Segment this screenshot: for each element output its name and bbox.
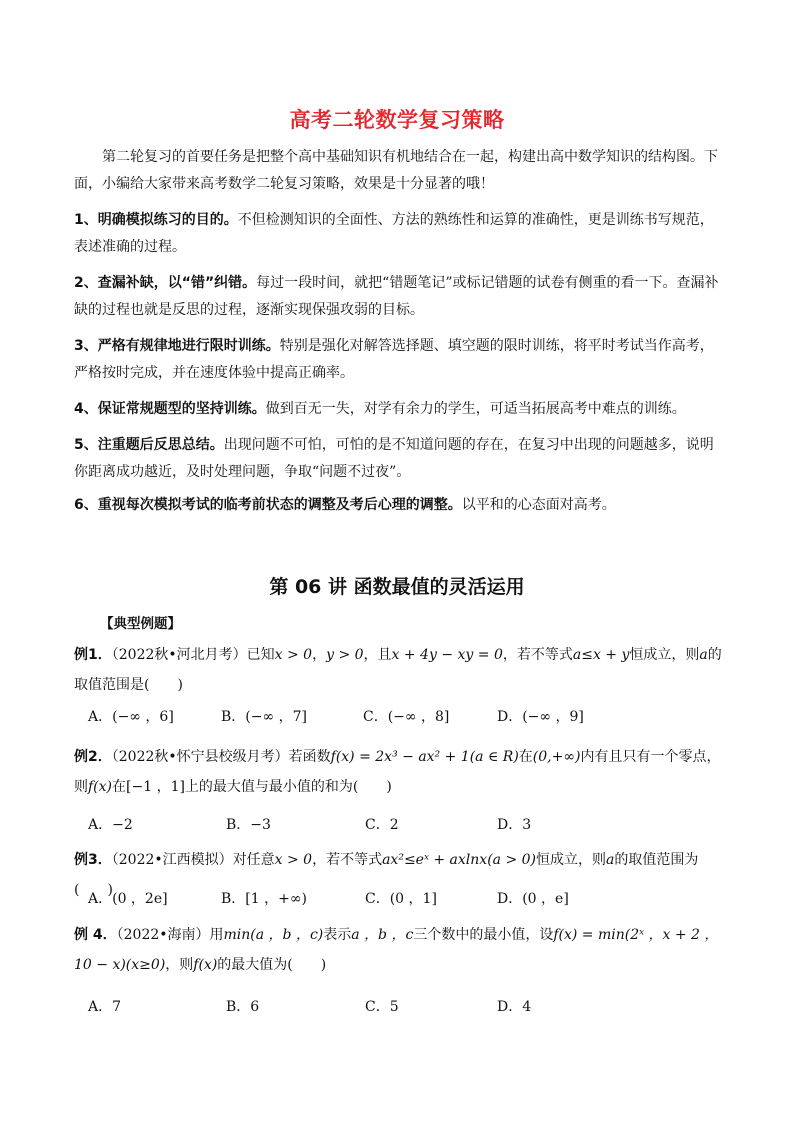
q4-text: 的最大值为( ) (217, 957, 327, 973)
q2-math: f(x) = 2x³ − ax² + 1(a ∈ R) (330, 749, 519, 765)
q2-math: f(x) (88, 779, 113, 795)
option-b: B．6 (226, 999, 260, 1015)
option-b: B．(−∞ ，7] (221, 709, 307, 725)
q4-math: a ，b ，c (351, 927, 414, 943)
question-3-options (88, 888, 728, 912)
option-a: A．(0 ，2e] (88, 891, 168, 907)
q4-math: 0) (150, 957, 166, 973)
q1-text: ， (312, 647, 327, 663)
q3-math: ≤ (403, 852, 416, 868)
option-d: D．4 (497, 999, 532, 1015)
strategy-2 (74, 270, 726, 324)
question-1-label: 例1． (74, 647, 112, 663)
strategy-6-head: 6、重视每次模拟考试的临考前状态的调整及考后心理的调整。 (74, 497, 462, 513)
q3-math: eˣ + axlnx(a > 0) (415, 852, 536, 868)
strategy-2-head: 2、查漏补缺，以“错”纠错。 (74, 275, 257, 291)
q2-text: （2022秋•怀宁县校级月考）若函数 (111, 749, 331, 765)
q4-math: ≥ (139, 957, 151, 973)
option-c: C．(0 ，1] (365, 891, 437, 907)
document-title: 高考二轮数学复习策略 (289, 108, 505, 132)
strategy-6 (74, 492, 726, 519)
question-4 (74, 920, 726, 980)
question-2-options (88, 814, 728, 838)
option-b: B．−3 (226, 817, 271, 833)
q1-text: ，且 (363, 647, 392, 663)
option-b: B．[1 ，+∞) (221, 891, 307, 907)
question-1-options (88, 706, 728, 730)
option-c: C．2 (365, 817, 399, 833)
q1-math: a (699, 647, 708, 663)
q2-text: 内有且只有一个零点，则 (74, 749, 721, 795)
q3-math: x > 0 (274, 852, 313, 868)
q1-math: x + y (592, 647, 630, 663)
option-d: D．(0 ，e] (497, 891, 569, 907)
question-4-options (88, 996, 728, 1020)
option-a: A．−2 (88, 817, 133, 833)
strategy-5-head: 5、注重题后反思总结。 (74, 437, 224, 453)
q4-text: ，则 (165, 957, 194, 973)
q3-math: ax² (382, 852, 404, 868)
q1-math: ≤ (581, 647, 593, 663)
option-a: A．7 (88, 999, 122, 1015)
q3-text: 恒成立，则 (536, 852, 606, 868)
option-c: C．5 (365, 999, 399, 1015)
q4-math: f(x) (193, 957, 218, 973)
q2-text: 在[−1 ，1]上的最大值与最小值的和为( ) (112, 779, 392, 795)
strategy-1 (74, 207, 726, 261)
q3-text: 的取值范围为( ) (74, 852, 699, 898)
strategy-6-body: 以平和的心态面对高考。 (461, 497, 616, 513)
option-d: D．(−∞ ，9] (497, 709, 584, 725)
lecture-title: 第 06 讲 函数最值的灵活运用 (269, 576, 525, 598)
question-3-label: 例3． (74, 852, 112, 868)
question-4-label: 例 4． (74, 927, 117, 943)
q2-text: 在 (518, 749, 533, 765)
q3-math: a (606, 852, 615, 868)
q2-math: (0,+∞) (532, 749, 581, 765)
q3-text: ，若不等式 (312, 852, 383, 868)
q4-text: 表示 (323, 927, 352, 943)
option-c: C．(−∞ ，8] (363, 709, 450, 725)
option-d: D．3 (497, 817, 532, 833)
q4-math: min(a ，b ，c) (223, 927, 324, 943)
strategy-3-body: 特别是强化对解答选择题、填空题的限时训练，将平时考试当作高考，严格按时完成，并在速度体验中提高正确率。 (74, 338, 714, 381)
question-2 (74, 742, 726, 802)
intro-paragraph: 第二轮复习的首要任务是把整个高中基础知识有机地结合在一起，构建出高中数学知识的结构图。下面，小编给大家带来高考数学二轮复习策略，效果是十分显著的哦！ (74, 149, 718, 192)
q1-math: y > 0 (326, 647, 364, 663)
q4-text: 三个数中的最小值，设 (413, 927, 554, 943)
q1-math: a (572, 647, 582, 663)
section-label: 【典型例题】 (100, 616, 181, 632)
q1-text: ，若不等式 (502, 647, 573, 663)
q3-text: （2022•江西模拟）对任意 (111, 852, 275, 868)
strategy-4-body: 做到百无一失，对学有余力的学生，可适当拓展高考中难点的训练。 (265, 401, 686, 417)
strategy-2-body: 每过一段时间，就把“错题笔记”或标记错题的试卷有侧重的看一下。查漏补缺的过程也就是反思的过程，逐渐实现保强攻弱的目标。 (74, 275, 719, 318)
q1-text: 恒成立，则 (629, 647, 700, 663)
strategy-4 (74, 396, 726, 423)
q1-text: （2022秋•河北月考）已知 (111, 647, 275, 663)
strategy-1-head: 1、明确模拟练习的目的。 (74, 212, 238, 228)
q1-math: x + 4y − xy = 0 (391, 647, 503, 663)
q1-text: 的取值范围是( ) (74, 647, 722, 693)
question-1 (74, 640, 726, 700)
strategy-3-head: 3、严格有规律地进行限时训练。 (74, 338, 280, 354)
strategy-4-head: 4、保证常规题型的坚持训练。 (74, 401, 266, 417)
question-2-label: 例2． (74, 749, 112, 765)
strategy-5 (74, 432, 726, 486)
strategy-1-body: 不但检测知识的全面性、方法的熟练性和运算的准确性，更是训练书写规范，表述准确的过程。 (74, 212, 714, 255)
strategy-3 (74, 333, 726, 387)
q1-math: x > 0 (274, 647, 313, 663)
q4-text: （2022•海南）用 (116, 927, 224, 943)
strategy-5-body: 出现问题不可怕，可怕的是不知道问题的存在，在复习中出现的问题越多，说明你距离成功越近，及时处理问题，争取“问题不过夜”。 (74, 437, 714, 480)
q4-math: f(x) = min(2ˣ ，x + 2 ，10 − x)(x (74, 927, 719, 973)
option-a: A．(−∞ ，6] (88, 709, 174, 725)
